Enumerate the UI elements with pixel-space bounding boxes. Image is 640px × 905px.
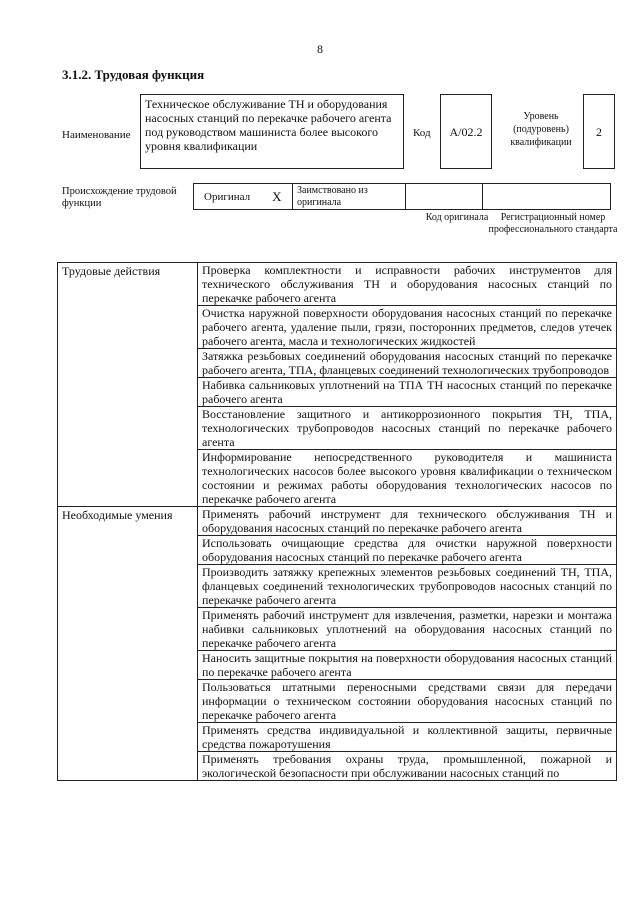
qualification-level-box: 2 <box>583 94 615 169</box>
labor-function-table <box>57 262 617 781</box>
section-label: Трудовые действия <box>58 263 198 507</box>
row-description: Проверка комплектности и исправности рабочих инструментов для технического обслуживания ТН и оборудования насосных станций по перекачке рабочего агента <box>198 263 617 306</box>
registration-number-cell <box>482 183 611 210</box>
row-description: Наносить защитные покрытия на поверхности оборудования насосных станций по перекачке рабочего агента <box>198 651 617 680</box>
row-description: Пользоваться штатными переносными средствами связи для передачи информации о техническом состоянии оборудования насосных станций по перекачке рабочего агента <box>198 680 617 723</box>
row-description: Производить затяжку крепежных элементов резьбовых соединений ТН, ТПА, фланцевых соединений технологических трубопроводов насосных станций по перекачке рабочего агента <box>198 565 617 608</box>
row-description: Использовать очищающие средства для очистки наружной поверхности оборудования насосных станций по перекачке рабочего агента <box>198 536 617 565</box>
table-row <box>58 507 617 536</box>
function-name-box: Техническое обслуживание ТН и оборудования насосных станций по перекачке рабочего агента под руководством машиниста более высокого уровня квалификации <box>140 94 404 169</box>
row-description: Информирование непосредственного руководителя и машиниста технологических насосов более высокого уровня квалификации о техническом состоянии и режимах работы оборудования технологических насосов по перекачке рабочего агента <box>198 450 617 507</box>
section-label: Необходимые умения <box>58 507 198 781</box>
row-description: Применять требования охраны труда, промышленной, пожарной и экологической безопасности при обслуживании насосных станций по <box>198 752 617 781</box>
borrowed-label: Заимствовано из оригинала <box>297 185 368 208</box>
row-description: Применять средства индивидуальной и коллективной защиты, первичные средства пожаротушения <box>198 723 617 752</box>
code-value-box: А/02.2 <box>440 94 492 169</box>
original-label: Оригинал <box>204 190 251 203</box>
row-description: Применять рабочий инструмент для извлечения, разметки, нарезки и монтажа набивки сальниковых уплотнений на оборудования насосных станций по перекачке рабочего агента <box>198 608 617 651</box>
original-code-cell <box>405 183 483 210</box>
code-label: Код <box>413 127 431 139</box>
borrowed-cell <box>292 183 406 210</box>
origin-row <box>193 183 610 210</box>
row-description: Набивка сальниковых уплотнений на ТПА ТН насосных станций по перекачке рабочего агента <box>198 378 617 407</box>
row-description: Затяжка резьбовых соединений оборудования насосных станций по перекачке рабочего агента, ТПА, фланцевых соединений технологических трубопроводов <box>198 349 617 378</box>
row-description: Применять рабочий инструмент для технического обслуживания ТН и оборудования насосных станций по перекачке рабочего агента <box>198 507 617 536</box>
name-label: Наименование <box>62 129 131 141</box>
original-mark: X <box>272 188 282 204</box>
row-description: Очистка наружной поверхности оборудования насосных станций по перекачке рабочего агента, удаление пыли, грязи, посторонних предметов, следов утечек рабочего агента, масла и технологических жидкостей <box>198 306 617 349</box>
table-row <box>58 263 617 306</box>
row-description: Восстановление защитного и антикоррозионного покрытия ТН, ТПА, технологических трубопроводов насосных станций по перекачке рабочего агента <box>198 407 617 450</box>
page-number: 8 <box>317 42 323 56</box>
qualification-level-label: Уровень (подуровень) квалификации <box>510 111 572 148</box>
origin-label: Происхождение трудовой функции <box>62 186 177 209</box>
section-heading: 3.1.2. Трудовая функция <box>62 67 205 82</box>
original-cell <box>193 183 293 210</box>
registration-number-caption: Регистрационный номер профессионального стандарта <box>488 212 618 235</box>
original-code-caption: Код оригинала <box>425 212 489 223</box>
